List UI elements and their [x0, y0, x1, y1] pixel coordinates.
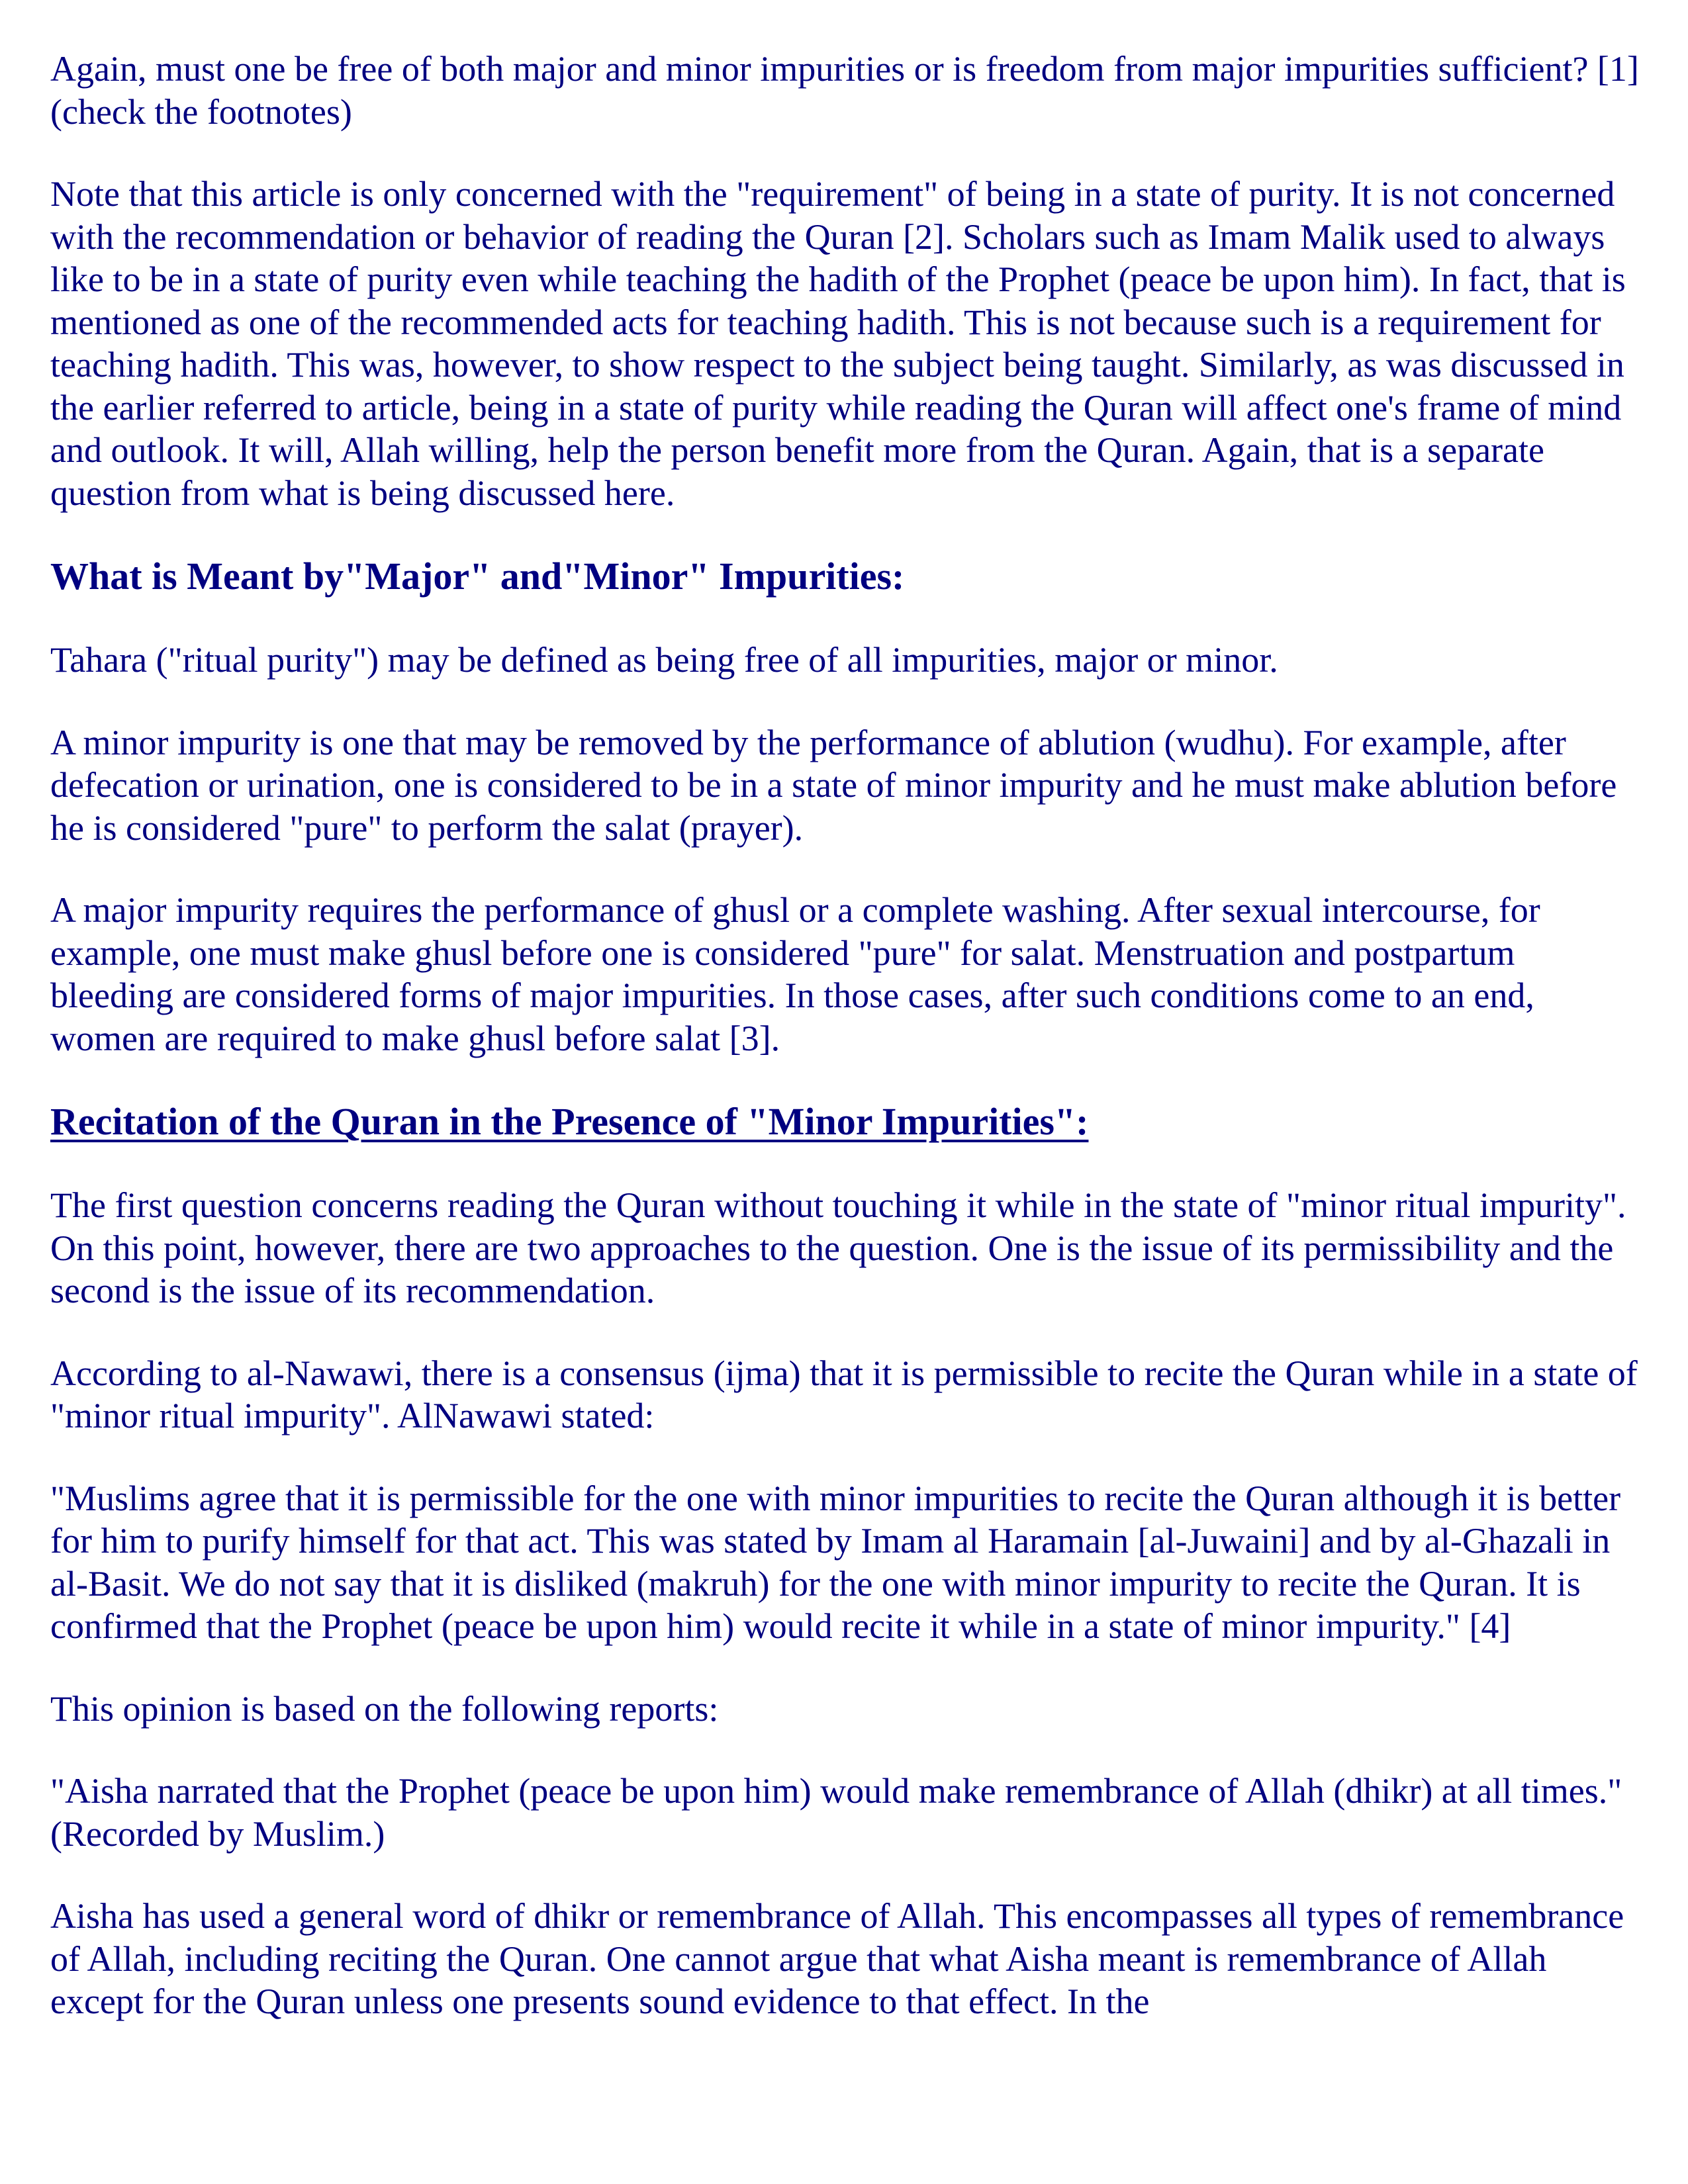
document-page — [50, 48, 1639, 2023]
paragraph-first-question: The first question concerns reading the Quran without touching it while in the state of "minor ritual impurity". On this point, however, there are two approaches to the question. One is the issue of its permissibility and the second is the issue of its recommendation. — [50, 1185, 1626, 1310]
paragraph-aisha-hadith: "Aisha narrated that the Prophet (peace be upon him) would make remembrance of Allah (dhikr) at all times." (Recorded by Muslim.) — [50, 1771, 1622, 1854]
paragraph-tahara-definition: Tahara ("ritual purity") may be defined as being free of all impurities, major or minor. — [50, 640, 1278, 680]
paragraph-minor-impurity: A minor impurity is one that may be removed by the performance of ablution (wudhu). For example, after defecation or urination, one is considered to be in a state of minor impurity and he must make ablution before he is considered "pure" to perform the salat (prayer). — [50, 722, 1617, 848]
paragraph-question: Again, must one be free of both major and minor impurities or is freedom from major impurities sufficient? [1] (check the footnotes) — [50, 49, 1639, 132]
heading-recitation-minor-impurities: Recitation of the Quran in the Presence of "Minor Impurities": — [50, 1100, 1089, 1143]
paragraph-aisha-dhikr: Aisha has used a general word of dhikr or remembrance of Allah. This encompasses all types of remembrance of Allah, including reciting the Quran. One cannot argue that what Aisha meant is remembrance of Allah except for the Quran unless one presents sound evidence to that effect. In the — [50, 1896, 1624, 2021]
paragraph-reports-intro: This opinion is based on the following reports: — [50, 1688, 719, 1729]
paragraph-scope-note: Note that this article is only concerned with the "requirement" of being in a state of purity. It is not concerned with the recommendation or behavior of reading the Quran [2]. Scholars such as Imam Malik used to always like to be in a state of purity even while teaching the hadith of the Prophet (peace be upon him). In fact, that is mentioned as one of the recommended acts for teaching hadith. This is not because such is a requirement for teaching hadith. This was, however, to show respect to the subject being taught. Similarly, as was discussed in the earlier referred to article, being in a state of purity while reading the Quran will affect one's frame of mind and outlook. It will, Allah willing, help the person benefit more from the Quran. Again, that is a separate question from what is being discussed here. — [50, 174, 1626, 513]
paragraph-major-impurity: A major impurity requires the performance of ghusl or a complete washing. After sexual intercourse, for example, one must make ghusl before one is considered "pure" for salat. Menstruation and postpartum bleeding are considered forms of major impurities. In those cases, after such conditions come to an end, women are required to make ghusl before salat [3]. — [50, 890, 1540, 1058]
heading-major-minor-impurities: What is Meant by"Major" and"Minor" Impurities: — [50, 555, 905, 598]
paragraph-al-nawawi-consensus: According to al-Nawawi, there is a consensus (ijma) that it is permissible to recite the Quran while in a state of "minor ritual impurity". AlNawawi stated: — [50, 1353, 1638, 1435]
paragraph-nawawi-quote: "Muslims agree that it is permissible for the one with minor impurities to recite the Quran although it is better for him to purify himself for that act. This was stated by Imam al Haramain [al-Juwaini] and by al-Ghazali in al-Basit. We do not say that it is disliked (makruh) for the one with minor impurity to recite the Quran. It is confirmed that the Prophet (peace be upon him) would recite it while in a state of minor impurity." [4] — [50, 1478, 1621, 1646]
